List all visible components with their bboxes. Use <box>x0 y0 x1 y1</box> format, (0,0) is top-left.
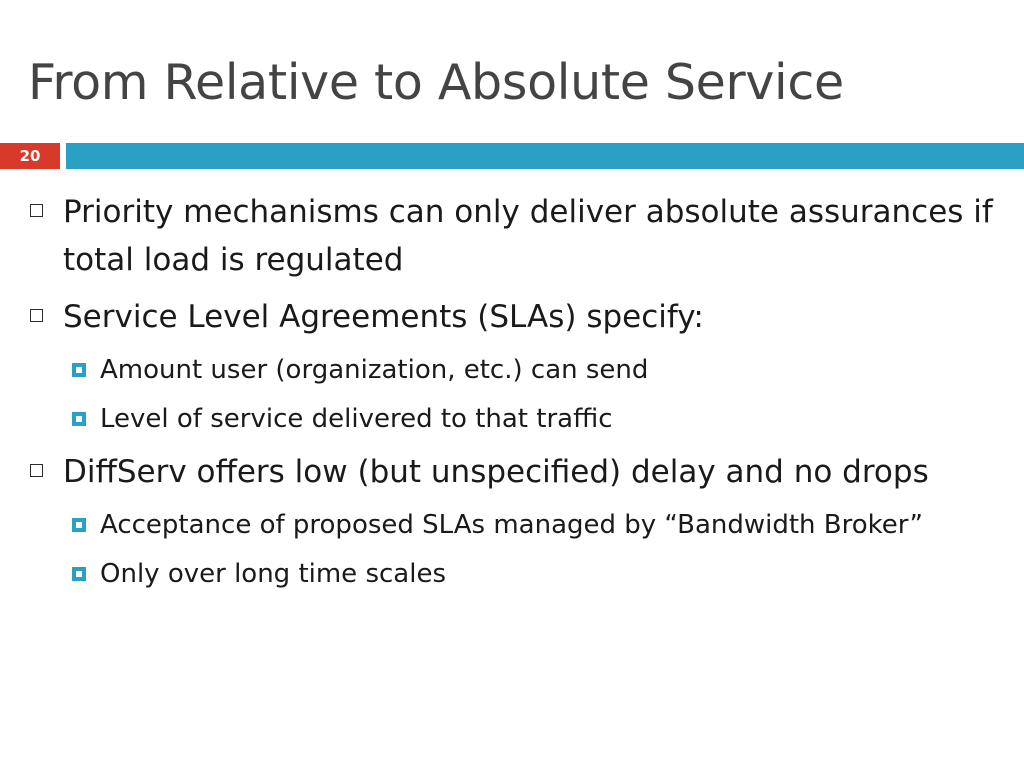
accent-bar <box>66 143 1024 169</box>
sub-bullet-item <box>0 396 1024 442</box>
hollow-square-bullet-icon <box>30 309 43 322</box>
filled-square-bullet-icon <box>72 567 86 581</box>
slide-title: From Relative to Absolute Service <box>28 54 844 111</box>
sub-bullet-item <box>0 551 1024 597</box>
sub-bullet-text: Level of service delivered to that traffic <box>100 404 613 434</box>
filled-square-bullet-icon <box>72 412 86 426</box>
filled-square-bullet-icon <box>72 363 86 377</box>
bullet-text: Priority mechanisms can only deliver absolute assurances if total load is regulated <box>63 194 993 278</box>
bullet-text: Service Level Agreements (SLAs) specify: <box>63 299 704 335</box>
sub-bullet-text: Amount user (organization, etc.) can send <box>100 355 649 385</box>
bullet-text: DiffServ offers low (but unspecified) delay and no drops <box>63 454 929 490</box>
hollow-square-bullet-icon <box>30 464 43 477</box>
bullet-list <box>0 188 1024 603</box>
bullet-item <box>0 293 1024 341</box>
slide-number-badge: 20 <box>0 143 60 169</box>
sub-bullet-text: Acceptance of proposed SLAs managed by “Bandwidth Broker” <box>100 510 924 540</box>
bullet-item <box>0 448 1024 496</box>
sub-bullet-item <box>0 347 1024 393</box>
sub-bullet-text: Only over long time scales <box>100 559 446 589</box>
filled-square-bullet-icon <box>72 518 86 532</box>
bullet-item <box>0 188 1024 284</box>
sub-bullet-item <box>0 502 1024 548</box>
hollow-square-bullet-icon <box>30 204 43 217</box>
